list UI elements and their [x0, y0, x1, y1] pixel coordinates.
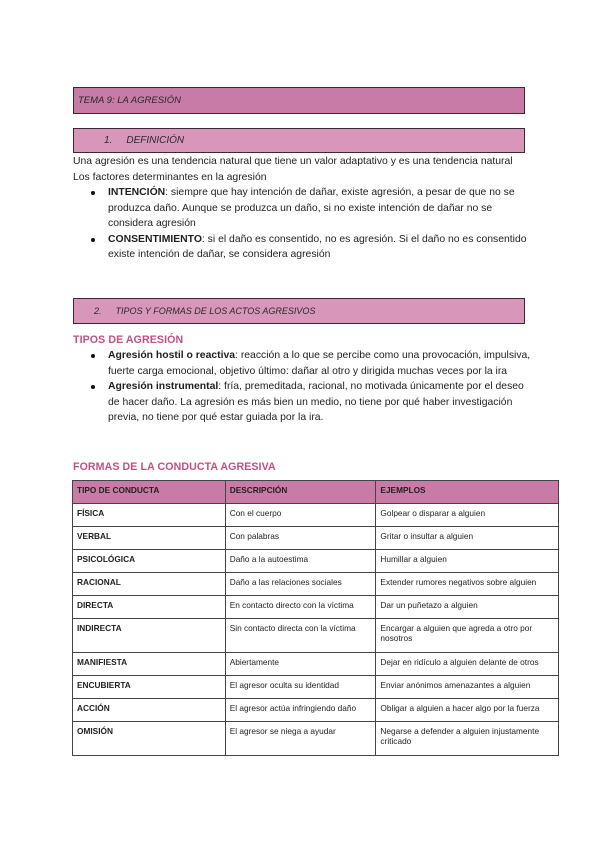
table-row [73, 573, 559, 596]
cell-ejemplo: Gritar o insultar a alguien [376, 527, 559, 550]
cell-tipo: MANIFIESTA [73, 653, 226, 676]
factor-text: : siempre que hay intención de dañar, existe agresión, a pesar de que no se produzca daño. Aunque se produzca un daño, si no existe intención de dañar no se considera agresión [108, 187, 515, 229]
header-tipo: TIPO DE CONDUCTA [73, 481, 226, 504]
section2-banner [73, 298, 525, 324]
section1-banner [73, 128, 525, 153]
cell-descripcion: Con palabras [225, 527, 376, 550]
section2-title: TIPOS Y FORMAS DE LOS ACTOS AGRESIVOS [115, 306, 316, 316]
header-descripcion: DESCRIPCIÓN [225, 481, 376, 504]
tema-title: TEMA 9: LA AGRESIÓN [78, 95, 181, 106]
cell-tipo: ACCIÓN [73, 699, 226, 722]
tipo-text: : fría, premeditada, racional, no motivada únicamente por el deseo de hacer daño. La agresión es más bien un medio, no tiene por qué haber investigación previa, no tiene por qué estar guiada por la ira. [108, 381, 524, 423]
table-row [73, 699, 559, 722]
cell-tipo: DIRECTA [73, 596, 226, 619]
tema-banner [73, 87, 525, 114]
list-item [108, 232, 531, 263]
cell-ejemplo: Dar un puñetazo a alguien [376, 596, 559, 619]
tipos-block [73, 348, 531, 426]
cell-descripcion: Sin contacto directa con la víctima [225, 619, 376, 653]
tipos-heading: TIPOS DE AGRESIÓN [73, 334, 184, 346]
table-row [73, 527, 559, 550]
cell-descripcion: El agresor oculta su identidad [225, 676, 376, 699]
table-row [73, 596, 559, 619]
cell-ejemplo: Humillar a alguien [376, 550, 559, 573]
cell-descripcion: Con el cuerpo [225, 504, 376, 527]
definition-text: Una agresión es una tendencia natural que tiene un valor adaptativo y es una tendencia natural [73, 156, 513, 167]
cell-ejemplo: Encargar a alguien que agreda a otro por nosotros [376, 619, 559, 653]
cell-descripcion: En contacto directo con la víctima [225, 596, 376, 619]
cell-tipo: RACIONAL [73, 573, 226, 596]
table-row [73, 722, 559, 756]
cell-ejemplo: Enviar anónimos amenazantes a alguien [376, 676, 559, 699]
tipo-term: Agresión hostil o reactiva [108, 350, 236, 361]
tipo-term: Agresión instrumental [108, 381, 219, 392]
cell-ejemplo: Extender rumores negativos sobre alguien [376, 573, 559, 596]
cell-tipo: PSICOLÓGICA [73, 550, 226, 573]
definition-block [73, 154, 531, 263]
conduct-table [72, 480, 559, 756]
section2-number: 2. [94, 306, 102, 316]
cell-tipo: ENCUBIERTA [73, 676, 226, 699]
list-item [108, 379, 531, 426]
factor-term: INTENCIÓN [108, 187, 166, 198]
cell-tipo: VERBAL [73, 527, 226, 550]
cell-descripcion: Abiertamente [225, 653, 376, 676]
factors-intro: Los factores determinantes en la agresión [73, 171, 267, 183]
cell-ejemplo: Dejar en ridículo a alguien delante de otros [376, 653, 559, 676]
cell-descripcion: El agresor se niega a ayudar [225, 722, 376, 756]
factor-text: : si el daño es consentido, no es agresión. Si el daño no es consentido existe intención de dañar, se considera agresión [108, 233, 527, 260]
cell-ejemplo: Negarse a defender a alguien injustamente criticado [376, 722, 559, 756]
table-row [73, 676, 559, 699]
cell-tipo: FÍSICA [73, 504, 226, 527]
table-header-row [73, 481, 559, 504]
header-ejemplos: EJEMPLOS [376, 481, 559, 504]
section1-title: DEFINICIÓN [126, 135, 185, 146]
table-row [73, 619, 559, 653]
tipos-list [73, 348, 531, 426]
factor-term: CONSENTIMIENTO [108, 233, 202, 245]
cell-descripcion: El agresor actúa infringiendo daño [225, 699, 376, 722]
cell-descripcion: Daño a las relaciones sociales [225, 573, 376, 596]
list-item [108, 348, 531, 379]
list-item [108, 185, 531, 232]
cell-ejemplo: Obligar a alguien a hacer algo por la fuerza [376, 699, 559, 722]
tipo-text: : reacción a lo que se percibe como una provocación, impulsiva, fuerte carga emocional, objetivo último: dañar al otro y dirigida muchas veces por la ira [108, 350, 531, 377]
table-row [73, 653, 559, 676]
cell-descripcion: Daño a la autoestima [225, 550, 376, 573]
formas-heading: FORMAS DE LA CONDUCTA AGRESIVA [73, 461, 276, 473]
section1-number: 1. [104, 135, 113, 146]
cell-tipo: OMISIÓN [73, 722, 226, 756]
table-row [73, 550, 559, 573]
cell-ejemplo: Golpear o disparar a alguien [376, 504, 559, 527]
factors-list [73, 185, 531, 263]
table-row [73, 504, 559, 527]
cell-tipo: INDIRECTA [73, 619, 226, 653]
